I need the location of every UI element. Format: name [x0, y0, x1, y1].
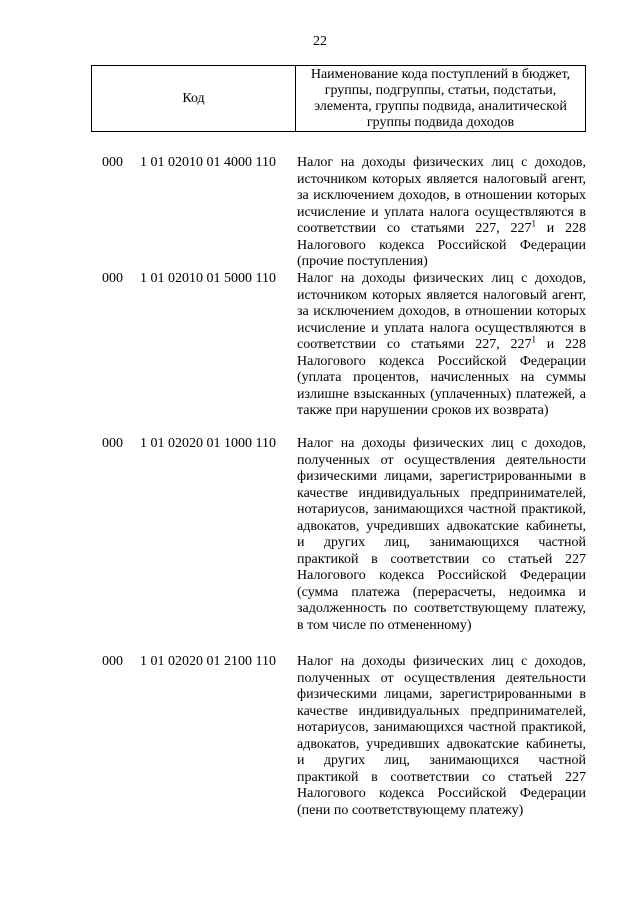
income-description — [297, 271, 586, 420]
income-code: 1 01 02010 01 4000 110 — [140, 155, 276, 170]
table-header — [91, 65, 586, 132]
admin-code: 000 — [102, 271, 123, 286]
income-description — [297, 654, 586, 819]
superscript: 1 — [531, 334, 536, 345]
page-number: 22 — [313, 34, 327, 49]
admin-code: 000 — [102, 155, 123, 170]
description-text-cont: и 228 Налогового кодекса Российской Федерации (уплата процентов, начисленных на суммы излишне взысканных (уплаченных) платежей, а также при нарушении сроков их возврата) — [297, 337, 587, 418]
description-text: Налог на доходы физических лиц с доходов, источником которых является налоговый агент, за исключением доходов, в отношении которых исчисление и уплата налога осуществляются в соответствии со статьями 227, 227 — [297, 155, 586, 236]
income-code: 1 01 02020 01 1000 110 — [140, 436, 276, 451]
description-text: Налог на доходы физических лиц с доходов, полученных от осуществления деятельности физическими лицами, зарегистрированными в качестве индивидуальных предпринимателей, нотариусов, занимающихся частной практикой, адвокатов, учредивших адвокатские кабинеты, и других лиц, занимающихся частной практикой в соответствии со статьей 227 Налогового кодекса Российской Федерации (пени по соответствующему платежу) — [297, 654, 586, 818]
superscript: 1 — [531, 218, 536, 229]
admin-code: 000 — [102, 436, 123, 451]
name-column-header: Наименование кода поступлений в бюджет, группы, подгруппы, статьи, подстатьи, элемента, группы подвида, аналитической группы подвида доходов — [310, 66, 571, 130]
description-text: Налог на доходы физических лиц с доходов, источником которых является налоговый агент, за исключением доходов, в отношении которых исчисление и уплата налога осуществляются в соответствии со статьями 227, 227 — [297, 271, 586, 352]
code-column-header: Код — [92, 66, 296, 131]
description-text: Налог на доходы физических лиц с доходов, полученных от осуществления деятельности физическими лицами, зарегистрированными в качестве индивидуальных предпринимателей, нотариусов, занимающихся частной практикой, адвокатов, учредивших адвокатские кабинеты, и других лиц, занимающихся частной практикой в соответствии со статьей 227 Налогового кодекса Российской Федерации (сумма платежа (перерасчеты, недоимка и задолженность по соответствующему платежу, в том числе по отмененному) — [297, 436, 586, 633]
income-description — [297, 436, 586, 634]
income-code: 1 01 02010 01 5000 110 — [140, 271, 276, 286]
income-code: 1 01 02020 01 2100 110 — [140, 654, 276, 669]
income-description — [297, 155, 586, 271]
description-text-cont: и 228 Налогового кодекса Российской Федерации (прочие поступления) — [297, 221, 587, 269]
admin-code: 000 — [102, 654, 123, 669]
